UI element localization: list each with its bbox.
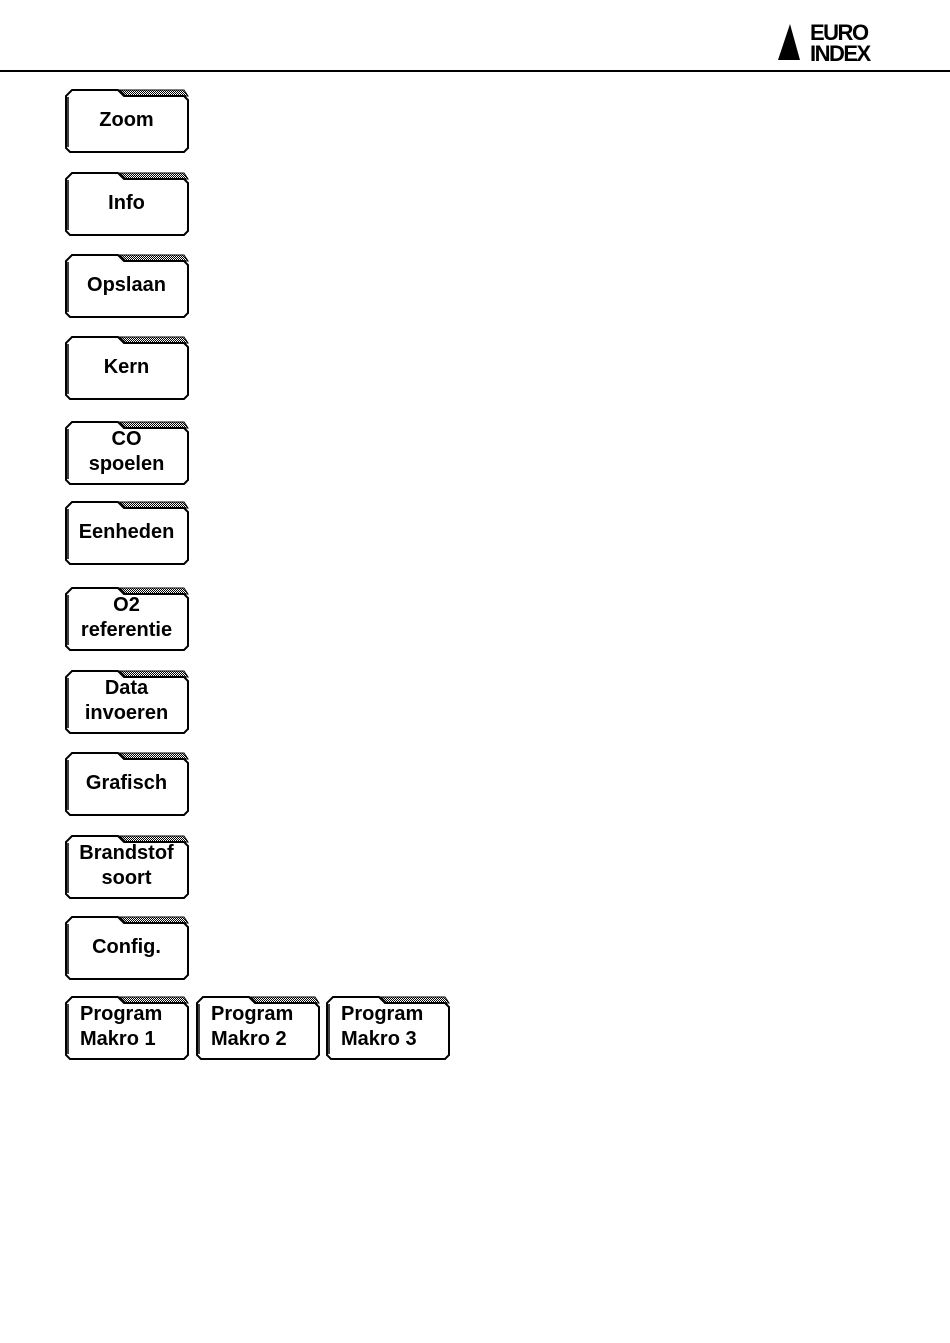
- softkey-label: [64, 915, 189, 979]
- softkey-label-line: Eenheden: [78, 520, 175, 543]
- softkey-label-line: Makro 3: [341, 1028, 417, 1050]
- softkey-label-line: Program: [80, 1003, 163, 1025]
- softkey-label-line: spoelen: [88, 453, 165, 475]
- softkey-label-line: Program: [211, 1003, 294, 1025]
- softkey-label: [64, 995, 189, 1059]
- softkey-label: [64, 586, 189, 650]
- header-divider: [0, 70, 950, 72]
- softkey-label-line: CO: [111, 428, 142, 450]
- softkey-label: [64, 500, 189, 564]
- softkey-label: [195, 995, 320, 1059]
- softkey-label: [64, 171, 189, 235]
- softkey-label: [64, 253, 189, 317]
- softkey-label: [64, 751, 189, 815]
- softkey-label-line: Program: [341, 1003, 424, 1025]
- softkey-label-line: Data: [104, 677, 149, 699]
- softkey-label-line: Zoom: [99, 108, 154, 131]
- logo-mark: [776, 20, 888, 64]
- softkey-label: [64, 420, 189, 484]
- softkey-label: [64, 88, 189, 152]
- softkey-label-line: Config.: [92, 935, 161, 958]
- softkey-label-line: Brandstof: [79, 842, 174, 864]
- euro-index-logo: [776, 20, 888, 64]
- softkey-label-line: Kern: [103, 355, 150, 378]
- softkey-label-line: Makro 2: [211, 1028, 287, 1050]
- softkey-label-line: invoeren: [84, 702, 169, 724]
- softkey-label-line: Opslaan: [87, 273, 166, 296]
- logo-text-line1: EURO: [810, 20, 868, 45]
- softkey-label: [64, 669, 189, 733]
- softkey-label-line: referentie: [80, 619, 173, 641]
- softkey-label-line: Grafisch: [85, 771, 168, 794]
- logo-text-line2: INDEX: [810, 41, 870, 64]
- softkey-label-line: soort: [101, 867, 152, 889]
- softkey-label: [64, 335, 189, 399]
- softkey-label: [64, 834, 189, 898]
- softkey-label: [325, 995, 450, 1059]
- softkey-label-line: Info: [108, 191, 145, 214]
- softkey-label-line: Makro 1: [80, 1028, 156, 1050]
- softkey-label-line: O2: [113, 594, 140, 616]
